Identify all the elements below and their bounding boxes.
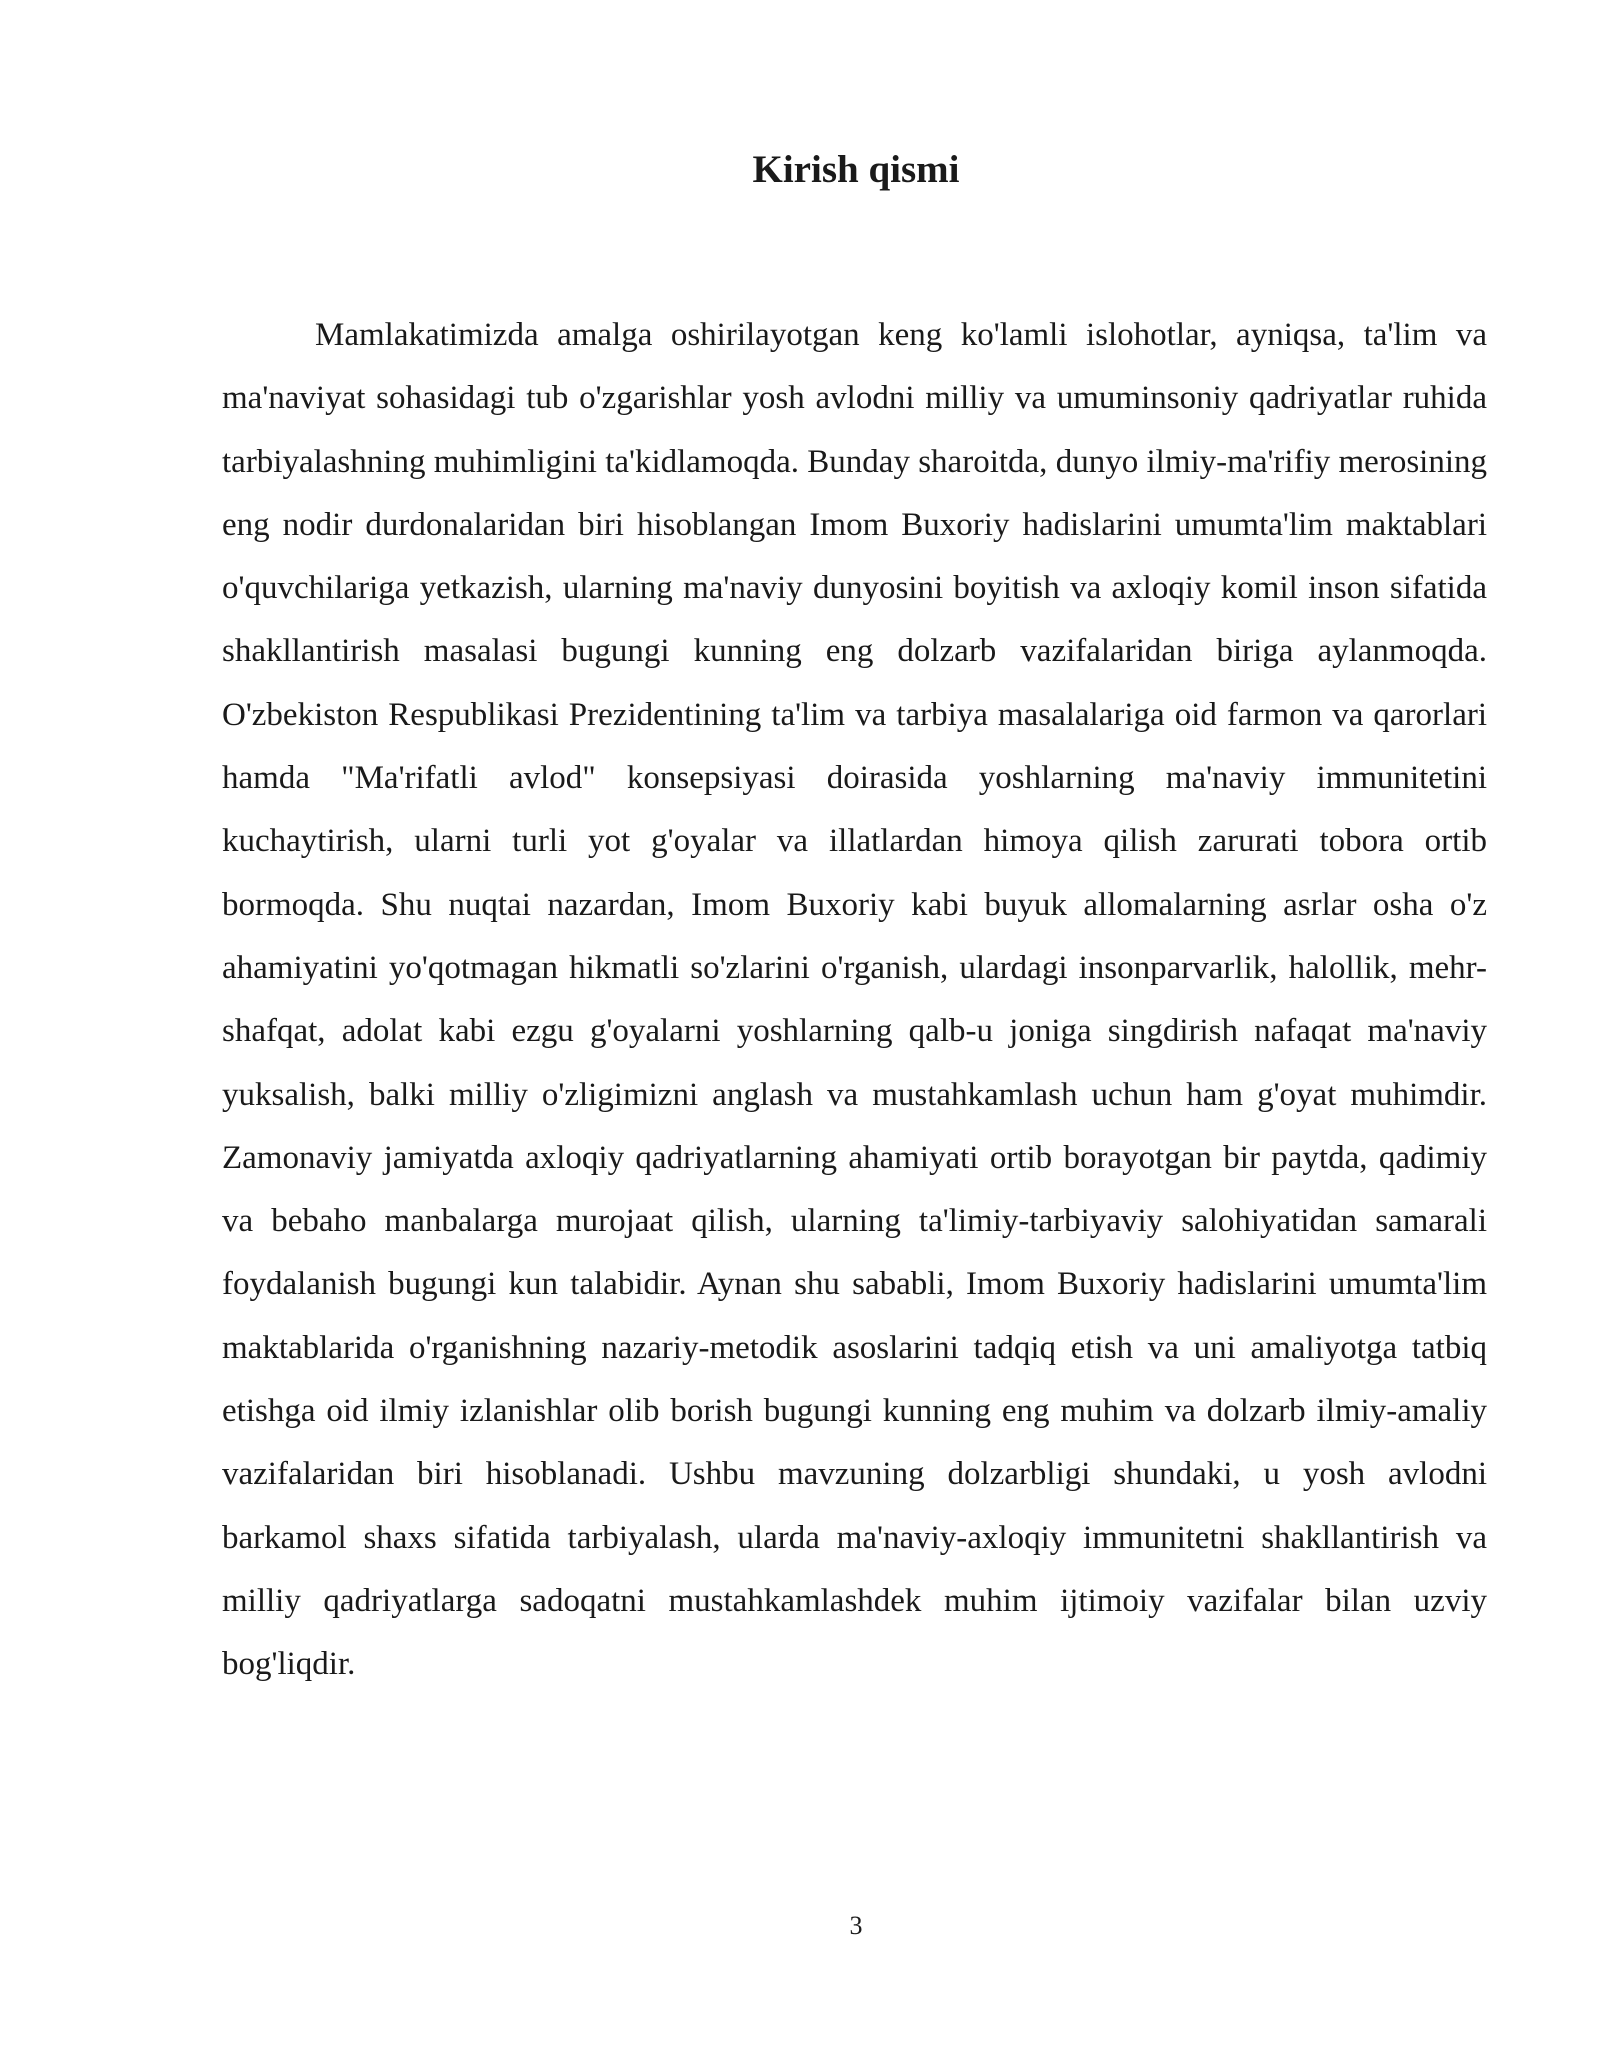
body-paragraph: Mamlakatimizda amalga oshirilayotgan keng ko'lamli islohotlar, ayniqsa, ta'lim va ma'naviyat sohasidagi tub o'zgarishlar yosh avlodni milliy va umuminsoniy qadriyatlar ruhida tarbiyalashning muhimligini ta'kidlamoqda. Bunday sharoitda, dunyo ilmiy-ma'rifiy merosining eng nodir durdonalaridan biri hisoblangan Imom Buxoriy hadislarini umumta'lim maktablari o'quvchilariga yetkazish, ularning ma'naviy dunyosini boyitish va axloqiy komil inson sifatida shakllantirish masalasi bugungi kunning eng dolzarb vazifalaridan biriga aylanmoqda. O'zbekiston Respublikasi Prezidentining ta'lim va tarbiya masalalariga oid farmon va qarorlari hamda "Ma'rifatli avlod" konsepsiyasi doirasida yoshlarning ma'naviy immunitetini kuchaytirish, ularni turli yot g'oyalar va illatlardan himoya qilish zarurati tobora ortib bormoqda. Shu nuqtai nazardan, Imom Buxoriy kabi buyuk allomalarning asrlar osha o'z ahamiyatini yo'qotmagan hikmatli so'zlarini o'rganish, ulardagi insonparvarlik, halollik, mehr-shafqat, adolat kabi ezgu g'oyalarni yoshlarning qalb-u joniga singdirish nafaqat ma'naviy yuksalish, balki milliy o'zligimizni anglash va mustahkamlash uchun ham g'oyat muhimdir. Zamonaviy jamiyatda axloqiy qadriyatlarning ahamiyati ortib borayotgan bir paytda, qadimiy va bebaho manbalarga murojaat qilish, ularning ta'limiy-tarbiyaviy salohiyatidan samarali foydalanish bugungi kun talabidir. Aynan shu sababli, Imom Buxoriy hadislarini umumta'lim maktablarida o'rganishning nazariy-metodik asoslarini tadqiq etish va uni amaliyotga tatbiq etishga oid ilmiy izlanishlar olib borish bugungi kunning eng muhim va dolzarb ilmiy-amaliy vazifalaridan biri hisoblanadi. Ushbu mavzuning dolzarbligi shundaki, u yosh avlodni barkamol shaxs sifatida tarbiyalash, ularda ma'naviy-axloqiy immunitetni shakllantirish va milliy qadriyatlarga sadoqatni mustahkamlashdek muhim ijtimoiy vazifalar bilan uzviy bog'liqdir. <box>222 317 1487 1683</box>
page-title: Kirish qismi <box>752 148 960 191</box>
page-number: 3 <box>849 1911 863 1940</box>
